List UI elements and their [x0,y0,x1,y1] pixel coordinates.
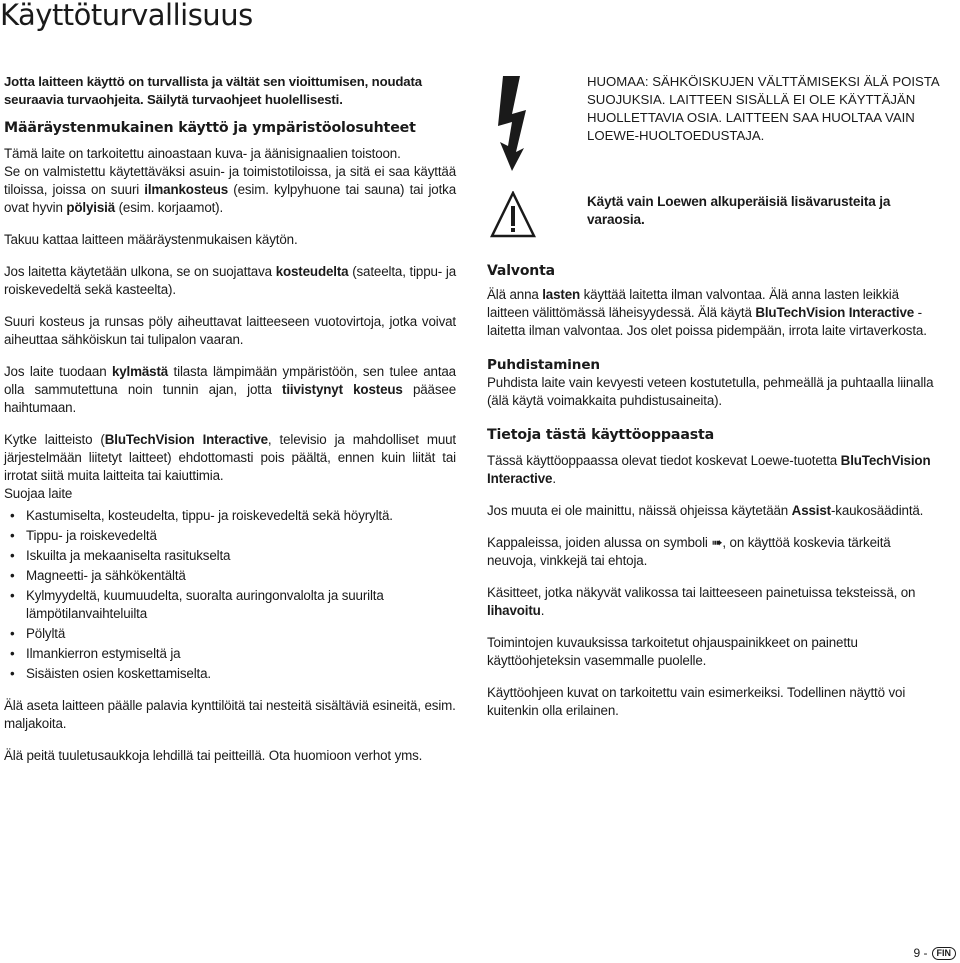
intro-text: Jotta laitteen käyttö on turvallista ja vältät sen vioittumisen, noudata seuraavia turvaohjeita. Säilytä turvaohjeet huolellisesti. [4,74,422,107]
paragraph-candles: Älä aseta laitteen päälle palavia kynttilöitä tai nesteitä sisältäviä esineitä, esim. maljakoita. [4,698,456,731]
section-heading-manual: Tietoja tästä käyttöoppaasta [487,427,715,443]
exclamation-triangle-icon [490,191,536,239]
paragraph-warranty: Takuu kattaa laitteen määräystenmukaisen käytön. [4,232,298,247]
paragraph-supervision: Älä anna lasten käyttää laitetta ilman valvontaa. Älä anna lasten leikkiä laitteen välittömässä läheisyydessä. Älä käytä BluTechVision Interactive -laitetta ilman valvontaa. Jos olet poissa pidempään, irrota laite virtaverkosta. [487,287,927,338]
list-item: • Sisäisten osien koskettamiselta. [4,665,456,683]
protection-list [4,507,456,683]
paragraph-humidity: Suuri kosteus ja runsas pöly aiheuttavat laitteeseen vuotovirtoja, jotka voivat aiheuttaa sähköiskun tai tulipalon vaaran. [4,314,456,347]
list-item: • Ilmankierron estymiseltä ja [4,645,456,663]
list-item: • Iskuilta ja mekaaniselta rasitukselta [4,547,456,565]
list-item: • Kastumiselta, kosteudelta, tippu- ja roiskevedeltä sekä höyryltä. [4,507,456,525]
page-footer [913,946,956,960]
page-title: Käyttöturvallisuus [0,0,253,32]
paragraph-manual-symbol: Kappaleissa, joiden alussa on symboli ➠, on käyttöä koskevia tärkeitä neuvoja, vinkkejä tai ehtoja. [487,535,891,568]
paragraph-power-off: Kytke laitteisto (BluTechVision Interactive, televisio ja mahdolliset muut järjestelmään liitetyt laitteet) ehdottomasti pois päältä, ennen kuin liität tai irrotat siitä muita laitteita tai kaiuttimia. [4,432,456,483]
list-item: • Pölyltä [4,625,456,643]
paragraph-manual-images: Käyttöohjeen kuvat on tarkoitettu vain esimerkeiksi. Todellinen näyttö voi kuitenkin olla erilainen. [487,685,906,718]
paragraph-purpose: Tämä laite on tarkoitettu ainoastaan kuva- ja äänisignaalien toistoon. [4,146,401,161]
section-heading-usage: Määräystenmukainen käyttö ja ympäristöolosuhteet [4,120,416,136]
right-top-column [587,73,947,229]
section-heading-cleaning: Puhdistaminen [487,357,600,373]
list-item: • Kylmyydeltä, kuumuudelta, suoralta auringonvalolta ja suurilta lämpötilanvaihteluilta [4,587,456,623]
paragraph-manual-buttons: Toimintojen kuvauksissa tarkoitetut ohjauspainikkeet on painettu käyttöohjeteksin vasemmalle puolelle. [487,635,858,668]
list-item: • Magneetti- ja sähkökentältä [4,567,456,585]
paragraph-outdoor: Jos laitetta käytetään ulkona, se on suojattava kosteudelta (sateelta, tippu- ja roiskevedeltä sekä kasteelta). [4,264,456,297]
paragraph-cleaning: Puhdista laite vain kevyesti veteen kostutetulla, pehmeällä ja puhtaalla liinalla (älä käytä voimakkaita puhdistusaineita). [487,375,934,408]
paragraph-cold: Jos laite tuodaan kylmästä tilasta lämpimään ympäristöön, sen tulee antaa olla sammutettuna noin tunnin ajan, jotta tiivistynyt kosteus pääsee haihtumaan. [4,364,456,415]
electric-shock-warning: HUOMAA: SÄHKÖISKUJEN VÄLTTÄMISEKSI ÄLÄ POISTA SUOJUKSIA. LAITTEEN SISÄLLÄ EI OLE KÄYTTÄJÄN HUOLLETTAVIA OSIA. LAITTEEN SAA HUOLTAA VAIN LOEWE-HUOLTOEDUSTAJA. [587,74,939,143]
paragraph-protect: Suojaa laite [4,486,73,501]
paragraph-manual-remote: Jos muuta ei ole mainittu, näissä ohjeissa käytetään Assist-kaukosäädintä. [487,503,924,518]
paragraph-manual-product: Tässä käyttöoppaassa olevat tiedot koskevat Loewe-tuotetta BluTechVision Interactive. [487,453,931,486]
left-column [4,73,456,765]
section-heading-supervision: Valvonta [487,263,555,279]
paragraph-ventilation: Älä peitä tuuletusaukkoja lehdillä tai peitteillä. Ota huomioon verhot yms. [4,748,423,763]
paragraph-environment: Se on valmistettu käytettäväksi asuin- ja toimistotiloissa, ja sitä ei saa käyttää tiloissa, joissa on suuri ilmankosteus (esim. kylpyhuone tai sauna) tai jotka ovat hyvin pölyisiä (esim. korjaamot). [4,164,456,215]
accessory-note: Käytä vain Loewen alkuperäisiä lisävarusteita ja varaosia. [587,194,891,227]
list-item: • Tippu- ja roiskevedeltä [4,527,456,545]
lightning-bolt-icon [490,76,536,172]
arrow-symbol-icon: ➠ [711,535,723,550]
paragraph-manual-bold: Käsitteet, jotka näkyvät valikossa tai laitteeseen painetuissa teksteissä, on lihavoitu. [487,585,916,618]
language-badge: FIN [932,947,957,960]
warning-icons [490,76,540,244]
page-number: 9 - [913,946,928,960]
right-column [487,262,942,720]
